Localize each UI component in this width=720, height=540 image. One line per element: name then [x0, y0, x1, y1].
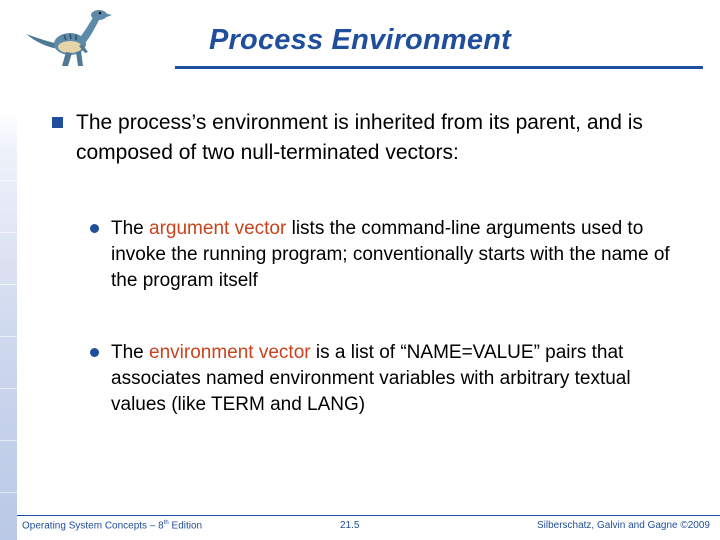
- footer-divider: [17, 515, 720, 516]
- title-underline: [175, 66, 703, 69]
- footer-copyright: Silberschatz, Galvin and Gagne ©2009: [536, 520, 710, 531]
- round-bullet-icon: [90, 224, 99, 233]
- main-bullet: [52, 108, 702, 168]
- round-bullet-icon: [90, 348, 99, 357]
- sub-bullet-rest: is a list of “NAME=VALUE” pairs that associates named environment variables with arbitrary textual values (like TERM and LANG): [111, 342, 631, 415]
- footer-book-title: Operating System Concepts – 8th Edition: [22, 520, 203, 532]
- sub-bullet-argument-vector: [90, 216, 690, 294]
- left-decorative-bar: [0, 0, 17, 540]
- sub-bullet-prefix: The: [111, 342, 150, 363]
- sub-bullet-text: [111, 340, 690, 418]
- main-bullet-text: The process’s environment is inherited from its parent, and is composed of two null-terminated vectors:: [76, 111, 643, 164]
- sub-bullet-text: [111, 216, 690, 294]
- square-bullet-icon: [52, 117, 63, 128]
- slide-title: Process Environment: [209, 24, 511, 56]
- highlight-term: environment vector: [149, 342, 311, 363]
- sub-bullet-environment-vector: [90, 340, 690, 418]
- footer-page-number: 21.5: [340, 520, 360, 531]
- sub-bullet-rest: lists the command-line arguments used to invoke the running program; conventionally starts with the name of the program itself: [111, 218, 670, 291]
- sub-bullet-prefix: The: [111, 218, 150, 239]
- highlight-term: argument vector: [149, 218, 287, 239]
